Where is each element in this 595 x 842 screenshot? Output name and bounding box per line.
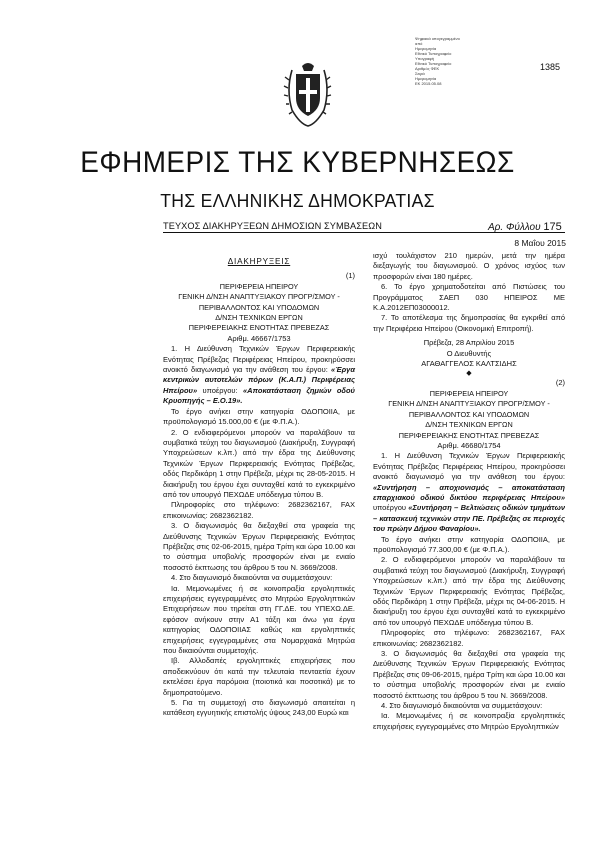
stamp-line: Υπογραφή bbox=[415, 56, 435, 61]
authority-heading: ΓΕΝΙΚΗ Δ/ΝΣΗ ΑΝΑΠΤΥΞΙΑΚΟΥ ΠΡΟΓΡ/ΣΜΟΥ - bbox=[388, 399, 550, 409]
authority-heading: ΠΕΡΙΦΕΡΕΙΑΚΗΣ ΕΝΟΤΗΤΑΣ ΠΡΕΒΕΖΑΣ bbox=[398, 430, 540, 440]
authority-heading: ΓΕΝΙΚΗ Δ/ΝΣΗ ΑΝΑΠΤΥΞΙΑΚΟΥ ΠΡΟΓΡ/ΣΜΟΥ - bbox=[178, 292, 340, 302]
paragraph bbox=[373, 451, 565, 534]
authority-heading: ΠΕΡΙΒΑΛΛΟΝΤΟΣ ΚΑΙ ΥΠΟΔΟΜΩΝ bbox=[198, 302, 320, 312]
paragraph: Ιβ. Αλλοδαπές εργοληπτικές επιχειρήσεις που αποδεικνύουν ότι κατά την τελευταία πενταετία έχουν εκτελέσει έργα παρόμοια (ποιοτικά και ποσοτικά) με το δημοπρατούμενο. bbox=[163, 656, 355, 697]
sheet-label: Αρ. Φύλλου bbox=[488, 222, 541, 233]
paragraph: 2. Ο ενδιαφερόμενοι μπορούν να παραλάβουν τα συμβατικά τεύχη του διαγωνισμού (Διακήρυξη, Συγγραφή Υποχρεώσεων κ.λπ.) από την έδρα της Διεύθυνσης Τεχνικών Έργων Περιφερειακής Ενότητας Πρέβεζας, οδός Περδικάρη 1 στην Πρέβεζα, μέχρι τις 28-05-2015. Η διακήρυξη του έργου έχει συνταχθεί κατά το εγκεκριμένο από τον υπουργό ΠΕΧΩΔΕ υπόδειγμα τύπου Β. bbox=[163, 427, 355, 499]
stamp-line: Ημερομηνία bbox=[415, 76, 437, 81]
greek-coat-of-arms-icon bbox=[282, 60, 334, 128]
paragraph-text: 1. Η Διεύθυνση Τεχνικών Έργων Περιφερειακής Ενότητας Πρέβεζας Περιφέρειας Ηπείρου, προκηρύσσει ανοικτό διαγωνισμό για την ανάθεση του έργου: bbox=[163, 344, 355, 375]
stamp-line: Ημερομηνία bbox=[415, 46, 437, 51]
issue-series: ΤΕΥΧΟΣ ΔΙΑΚΗΡΥΞΕΩΝ ΔΗΜΟΣΙΩΝ ΣΥΜΒΑΣΕΩΝ bbox=[163, 221, 382, 231]
authority-heading: Δ/ΝΣΗ ΤΕΧΝΙΚΩΝ ΕΡΓΩΝ bbox=[215, 313, 303, 323]
paragraph: Ια. Μεμονωμένες ή σε κοινοπραξία εργοληπτικές επιχειρήσεις εγγεγραμμένες στο Μητρώο Εργοληπτικών Επιχειρήσεων που τηρείται στη ΓΓ.ΔΕ. του ΥΠΕΧΩ.ΔΕ. εφόσον ανήκουν στην Α1 τάξη και άνω για έργα κατηγορίας ΟΔΟΠΟΙΙΑΣ καθώς και εργοληπτικές επιχειρήσεις εγγεγραμμένες στα Νομαρχιακά Μητρώα που δικαιούνται συμμετοχής. bbox=[163, 583, 355, 656]
stamp-line: ΕΚ 2015.05.08 bbox=[415, 81, 442, 86]
sheet-number-value: 175 bbox=[543, 221, 562, 233]
paragraph: Το έργο ανήκει στην κατηγορία ΟΔΟΠΟΙΙΑ, με προϋπολογισμό 77.300,00 € (με Φ.Π.Α.). bbox=[373, 534, 565, 554]
paragraph: 7. Το αποτέλεσμα της δημοπρασίας θα εγκριθεί από την Περιφέρεια Ηπείρου (Οικονομική Επιτροπή). bbox=[373, 313, 565, 333]
paragraph: ισχύ τουλάχιστον 210 ημερών, μετά την ημέρα διεξαγωγής του διαγωνισμού. Ο χρόνος ισχύος των προσφορών είναι 180 ημέρες. bbox=[373, 251, 565, 281]
separator-diamond-icon: ◆ bbox=[466, 370, 472, 378]
authority-heading: ΠΕΡΙΦΕΡΕΙΑ ΗΠΕΙΡΟΥ bbox=[219, 281, 299, 291]
paragraph-text: 1. Η Διεύθυνση Τεχνικών Έργων Περιφερειακής Ενότητας Πρέβεζας Περιφέρειας Ηπείρου, προκηρύσσει ανοικτό διαγωνισμό για την ανάθεση του έργου: bbox=[373, 451, 565, 482]
digital-signature-stamp bbox=[415, 36, 477, 86]
paragraph bbox=[163, 344, 355, 406]
gazette-title: ΕΦΗΜΕΡΙΣ ΤΗΣ ΚΥΒΕΡΝΗΣΕΩΣ bbox=[80, 146, 515, 179]
page-number: 1385 bbox=[540, 62, 561, 72]
subproject-name: «Συντήρηση – Βελτιώσεις οδικών τμημάτων – κατασκευή τεχνικών στην ΠΕ. Πρέβεζας σε περιοχές του πρώην Δήμου Φαναρίου». bbox=[373, 503, 565, 534]
stamp-line: Αριθμός ΦΕΚ bbox=[415, 66, 440, 71]
reference-number: Αριθμ. 46680/1754 bbox=[437, 440, 501, 450]
paragraph: Το έργο ανήκει στην κατηγορία ΟΔΟΠΟΙΙΑ, με προϋπολογισμό 15.000,00 € (με Φ.Π.Α.). bbox=[163, 406, 355, 427]
left-column bbox=[163, 251, 355, 719]
authority-heading: ΠΕΡΙΦΕΡΕΙΑΚΗΣ ΕΝΟΤΗΤΑΣ ΠΡΕΒΕΖΑΣ bbox=[188, 323, 330, 333]
stamp-line: Εθνικό Τυπογραφείο bbox=[415, 51, 452, 56]
paragraph-text: υποέργου: bbox=[202, 385, 238, 395]
paragraph-text: υποέργου bbox=[373, 503, 406, 513]
stamp-line: Σειρά bbox=[415, 71, 425, 76]
project-name: «Έργα κεντρικών αυτοτελών πόρων (Κ.Α.Π.) Περιφέρειας Ηπείρου» bbox=[163, 365, 355, 395]
subproject-name: «Αποκατάσταση ζημιών οδού Κρυοπηγής – Ε.Ο.19». bbox=[163, 385, 355, 406]
place-date: Πρέβεζα, 28 Απριλίου 2015 bbox=[423, 338, 515, 348]
authority-heading: ΠΕΡΙΦΕΡΕΙΑ ΗΠΕΙΡΟΥ bbox=[429, 388, 509, 398]
paragraph: 4. Στο διαγωνισμό δικαιούνται να συμμετάσχουν: bbox=[171, 573, 333, 583]
stamp-line: Εθνικό Τυπογραφείο bbox=[415, 61, 452, 66]
paragraph: 3. Ο διαγωνισμός θα διεξαχθεί στα γραφεία της Διεύθυνσης Τεχνικών Έργων Περιφερειακής Ενότητας Πρέβεζας στις 02-06-2015, ημέρα Τρίτη και ώρα 10.00 και το σύστημα υποβολής προσφορών είναι με ενιαίο ποσοστό έκπτωσης του άρθρου 5 του Ν. 3669/2008. bbox=[163, 521, 355, 572]
paragraph: Πληροφορίες στο τηλέφωνο: 2682362167, FAX επικοινωνίας: 2682362182. bbox=[163, 500, 355, 520]
notice-marker: (2) bbox=[555, 378, 565, 388]
gazette-subtitle: ΤΗΣ ΕΛΛΗΝΙΚΗΣ ΔΗΜΟΚΡΑΤΙΑΣ bbox=[160, 190, 435, 211]
signatory-title: Ο Διευθυντής bbox=[446, 348, 492, 358]
paragraph: 4. Στο διαγωνισμό δικαιούνται να συμμετάσχουν: bbox=[381, 701, 543, 711]
paragraph: 6. Το έργο χρηματοδοτείται από Πιστώσεις του Προγράμματος ΣΑΕΠ 030 ΗΠΕΙΡΟΣ ΜΕ Κ.Α.2012ΕΠ03000012. bbox=[373, 282, 565, 313]
stamp-line: Ψηφιακά υπογεγραμμένο bbox=[415, 36, 460, 41]
signatory-name: ΑΓΑΘΑΓΓΕΛΟΣ ΚΑΛΤΣΙΔΗΣ bbox=[421, 359, 517, 369]
header-rule bbox=[163, 232, 565, 233]
authority-heading: ΠΕΡΙΒΑΛΛΟΝΤΟΣ ΚΑΙ ΥΠΟΔΟΜΩΝ bbox=[408, 409, 530, 419]
project-name: «Συντήρηση – αποχιονισμός – αποκατάσταση επαρχιακού οδικού δικτύου περιφέρειας Ηπείρου» bbox=[373, 482, 565, 502]
reference-number: Αριθμ. 46667/1753 bbox=[227, 333, 291, 343]
paragraph: 3. Ο διαγωνισμός θα διεξαχθεί στα γραφεία της Διεύθυνσης Τεχνικών Έργων Περιφερειακής Ενότητας Πρέβεζας στις 09-06-2015, ημέρα Τρίτη και ώρα 10.00 και το σύστημα υποβολής προσφορών είναι με ενιαίο ποσοστό έκπτωσης του άρθρου 5 του Ν. 3669/2008. bbox=[373, 649, 565, 700]
paragraph: 2. Ο ενδιαφερόμενοι μπορούν να παραλάβουν τα συμβατικά τεύχη του διαγωνισμού (Διακήρυξη, Συγγραφή Υποχρεώσεων κ.λπ.) από την έδρα της Διεύθυνσης Τεχνικών Έργων Περιφερειακής Ενότητας Πρέβεζας, οδός Περδικάρη 1 στην Πρέβεζα, μέχρι τις 04-06-2015. Η διακήρυξη του έργου έχει συνταχθεί κατά το εγκεκριμένο από τον υπουργό ΠΕΧΩΔΕ υπόδειγμα τύπου Β. bbox=[373, 555, 565, 627]
right-column bbox=[373, 251, 565, 732]
paragraph: 5. Για τη συμμετοχή στο διαγωνισμό απαιτείται η κατάθεση εγγυητικής επιστολής ύψους 243,00 Ευρώ και bbox=[163, 698, 355, 718]
section-heading: ΔΙΑΚΗΡΥΞΕΙΣ bbox=[227, 257, 291, 266]
stamp-line: από bbox=[415, 41, 423, 46]
notice-marker: (1) bbox=[345, 271, 355, 281]
paragraph: Πληροφορίες στο τηλέφωνο: 2682362167, FAX επικοινωνίας: 2682362182. bbox=[373, 628, 565, 648]
issue-date: 8 Μαΐου 2015 bbox=[514, 238, 566, 248]
authority-heading: Δ/ΝΣΗ ΤΕΧΝΙΚΩΝ ΕΡΓΩΝ bbox=[425, 420, 513, 430]
paragraph: Ια. Μεμονωμένες ή σε κοινοπραξία εργοληπτικές επιχειρήσεις εγγεγραμμένες στο Μητρώο Εργοληπτικών bbox=[373, 711, 565, 731]
